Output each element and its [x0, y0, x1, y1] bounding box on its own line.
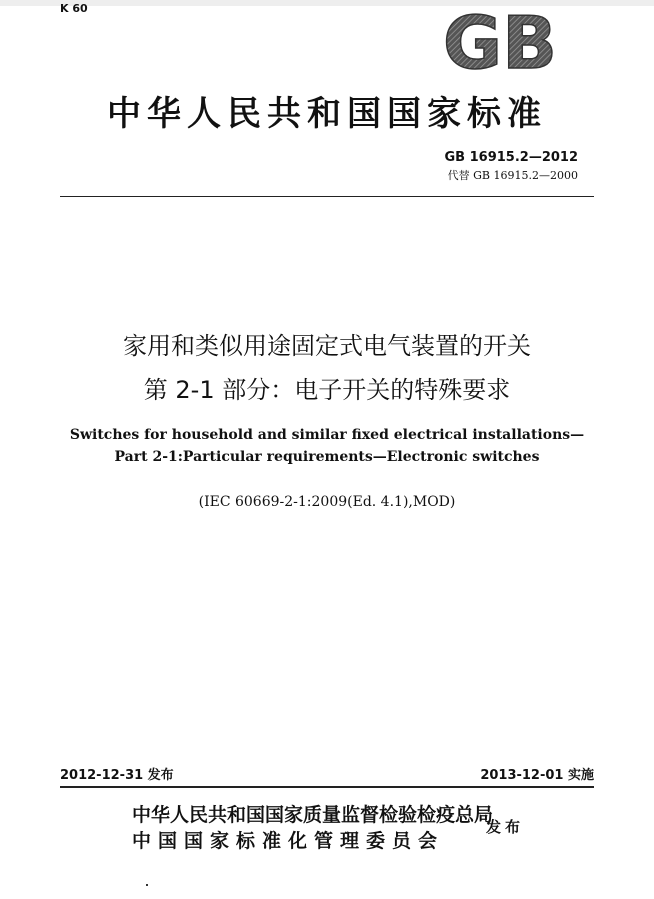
- publisher-line1: 中华人民共和国国家质量监督检验检疫总局: [132, 804, 494, 826]
- scan-dot: [146, 884, 148, 886]
- title-zh-line2: 第 2-1 部分：电子开关的特殊要求: [143, 376, 511, 404]
- publisher-line2: 中国国家标准化管理委员会: [132, 830, 445, 852]
- issue-date: 2012-12-31 发布: [60, 768, 174, 783]
- header-divider: [60, 196, 594, 197]
- title-en-line1: Switches for household and similar fixed electrical installations—: [69, 427, 585, 443]
- iec-reference: (IEC 60669-2-1:2009(Ed. 4.1),MOD): [198, 494, 456, 510]
- logo-text: GB: [443, 6, 557, 78]
- footer-divider: [60, 786, 594, 788]
- replaces-standard: 代替 GB 16915.2—2000: [447, 169, 578, 182]
- implementation-date: 2013-12-01 实施: [480, 768, 594, 783]
- agency-title: 中华人民共和国国家标准: [107, 94, 547, 134]
- gb-logo: [434, 6, 566, 78]
- classification-code: K 60: [60, 2, 88, 15]
- standard-number: GB 16915.2—2012: [444, 150, 578, 165]
- title-zh-line1: 家用和类似用途固定式电气装置的开关: [123, 332, 531, 360]
- publish-word: 发布: [486, 818, 525, 836]
- title-en-line2: Part 2-1:Particular requirements—Electronic switches: [114, 449, 540, 465]
